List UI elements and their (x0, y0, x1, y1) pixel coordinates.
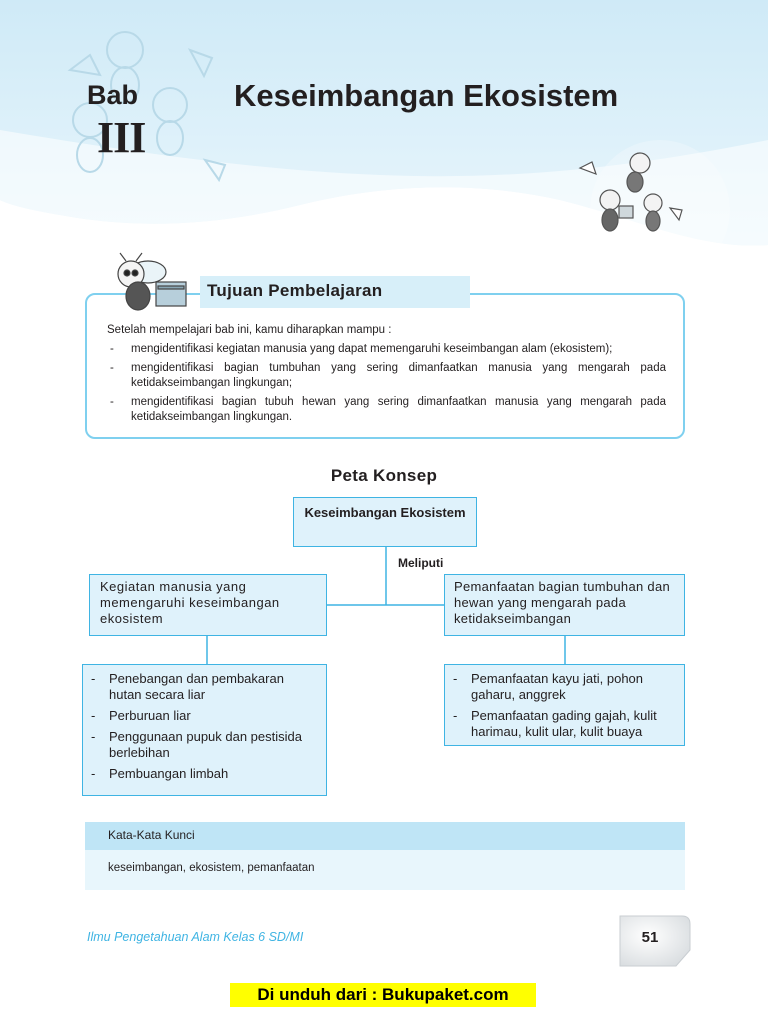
concept-item-text: Pemanfaatan kayu jati, pohon gaharu, anggrek (471, 671, 644, 702)
objective-text: mengidentifikasi kegiatan manusia yang dapat memengaruhi keseimbangan alam (ekosistem); (131, 343, 613, 355)
list-dash: - (91, 729, 96, 744)
list-item (453, 671, 676, 703)
concept-item-text: Penggunaan pupuk dan pestisida berlebihan (109, 729, 302, 760)
page-number: 51 (641, 929, 659, 946)
keywords-header: Kata-Kata Kunci (85, 822, 685, 850)
list-dash: - (453, 671, 458, 686)
concept-right-items-box (444, 664, 685, 746)
chapter-label: Bab (87, 80, 139, 110)
book-title-footer: Ilmu Pengetahuan Alam Kelas 6 SD/MI (87, 930, 304, 944)
list-item (110, 395, 666, 425)
list-dash: - (91, 766, 96, 781)
list-item (91, 729, 318, 761)
list-dash: - (110, 396, 114, 408)
objective-text: mengidentifikasi bagian tubuh hewan yang sering dimanfaatkan manusia yang mengarah pada ketidakseimbangan lingkungan. (131, 396, 666, 423)
concept-left-branch: Kegiatan manusia yang memengaruhi keseimbangan ekosistem (89, 574, 327, 636)
concept-item-text: Pembuangan limbah (109, 766, 229, 781)
concept-item-text: Penebangan dan pembakaran hutan secara liar (109, 671, 284, 702)
bee-mascot-icon (98, 252, 198, 312)
concept-right-list (453, 671, 676, 740)
chapter-title: Keseimbangan Ekosistem (234, 78, 619, 113)
list-item (453, 708, 676, 740)
concept-connector-label: Meliputi (398, 556, 444, 570)
list-item (91, 766, 318, 782)
list-item (110, 342, 666, 357)
bee-illustration-group-right (575, 148, 690, 248)
concept-item-text: Perburuan liar (109, 708, 191, 723)
concept-map-title: Peta Konsep (330, 466, 438, 485)
list-dash: - (91, 708, 96, 723)
chapter-number: III (97, 113, 146, 162)
list-dash: - (110, 343, 114, 355)
list-dash: - (110, 362, 114, 374)
concept-item-text: Pemanfaatan gading gajah, kulit harimau, kulit ular, kulit buaya (471, 708, 657, 739)
learning-objectives-list (110, 342, 666, 429)
list-item (110, 361, 666, 391)
list-dash: - (91, 671, 96, 686)
concept-right-branch: Pemanfaatan bagian tumbuhan dan hewan yang mengarah pada ketidakseimbangan (444, 574, 685, 636)
list-dash: - (453, 708, 458, 723)
list-item (91, 671, 318, 703)
objective-text: mengidentifikasi bagian tumbuhan yang sering dimanfaatkan manusia yang mengarah pada ketidakseimbangan lingkungan; (131, 362, 666, 389)
learning-objectives-title: Tujuan Pembelajaran (207, 281, 383, 300)
download-source-banner[interactable]: Di unduh dari : Bukupaket.com (230, 983, 536, 1007)
learning-objectives-intro: Setelah mempelajari bab ini, kamu diharapkan mampu : (107, 324, 392, 336)
concept-root-box: Keseimbangan Ekosistem (293, 497, 477, 547)
keywords-body: keseimbangan, ekosistem, pemanfaatan (85, 850, 685, 890)
list-item (91, 708, 318, 724)
concept-left-list (91, 671, 318, 782)
concept-left-items-box (82, 664, 327, 796)
